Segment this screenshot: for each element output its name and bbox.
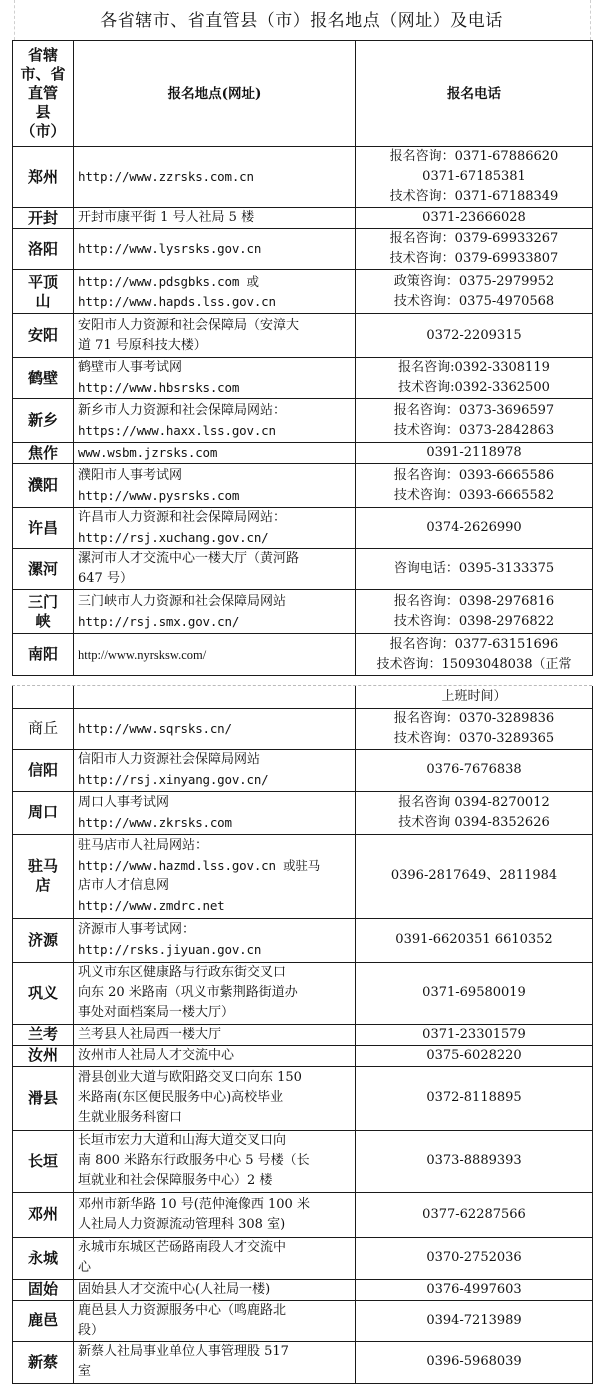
website-link[interactable]: http://www.hbsrsks.com [78, 380, 240, 395]
location-text: 汝州市人社局人才交流中心 [78, 1047, 235, 1063]
city-cell [13, 358, 74, 399]
location-cell [74, 634, 356, 676]
table-row [13, 1192, 593, 1237]
phone-number: 技术咨询：0379-69933807 [389, 251, 559, 266]
city-name: 漯河 [27, 559, 58, 578]
header-city [13, 41, 74, 147]
phone-number: 报名咨询：0393-6665586 [393, 467, 555, 483]
city-name: 邓州 [27, 1205, 58, 1223]
location-cell [74, 314, 356, 358]
website-link[interactable]: http://rsks.jiyuan.gov.cn [78, 942, 262, 957]
phone-number: 0370-2752036 [426, 1250, 522, 1265]
phone-number: 0396-2817649、2811984 [390, 868, 558, 883]
website-link[interactable]: http://www.hazmd.lss.gov.cn 或驻马 [78, 858, 321, 873]
location-text: 新蔡人社局事业单位人事管理股 517 [78, 1344, 289, 1359]
phone-number: 报名咨询 0394-8270012 [398, 794, 550, 810]
city-cell [13, 708, 74, 749]
website-link[interactable]: http://rsj.smx.gov.cn/ [78, 613, 240, 629]
header-city-line: 直管 [27, 84, 58, 102]
website-link[interactable]: http://www.pysrsks.com [78, 487, 240, 503]
continuation-phone: 上班时间） [356, 686, 593, 708]
table-row [13, 208, 593, 229]
city-cell [13, 1024, 74, 1045]
table-row [13, 1300, 593, 1341]
location-text: 信阳市人力资源社会保障局网站 [78, 752, 261, 767]
location-text: 滑县创业大道与欧阳路交叉口向东 150 [78, 1070, 302, 1085]
table-row [13, 962, 593, 1024]
website-link[interactable]: http://rsj.xinyang.gov.cn/ [78, 772, 269, 787]
phone-number: 技术咨询：0398-2976822 [393, 613, 555, 629]
phone-cell [356, 399, 593, 443]
city-name: 焦作 [27, 443, 58, 462]
phone-cell [356, 834, 593, 918]
phone-cell [356, 1045, 593, 1066]
city-cell [13, 399, 74, 443]
website-link[interactable]: www.wsbm.jzrsks.com [78, 445, 218, 460]
location-text: 永城市东城区芒砀路南段人才交流中 [78, 1240, 287, 1255]
location-cell [74, 1045, 356, 1066]
city-cell [13, 1300, 74, 1341]
location-cell [74, 1300, 356, 1341]
location-text: 巩义市东区健康路与行政东街交叉口 [78, 965, 287, 980]
header-city-line: （市） [20, 122, 66, 140]
website-link[interactable]: http://rsj.xuchang.gov.cn/ [78, 530, 269, 545]
continuation-location [74, 686, 356, 708]
location-cell [74, 147, 356, 208]
header-phone: 报名电话 [356, 41, 593, 147]
city-name: 山 [35, 291, 51, 310]
location-text: 长垣市宏力大道和山海大道交叉口向 [78, 1133, 287, 1148]
city-name: 周口 [27, 803, 58, 821]
city-cell [13, 443, 74, 464]
city-cell [13, 464, 74, 508]
location-text: 固始县人才交流中心(人社局一楼) [78, 1281, 271, 1297]
table-row [13, 1341, 593, 1383]
website-link[interactable]: http://www.zkrsks.com [78, 814, 232, 830]
website-link[interactable]: http://www.hapds.lss.gov.cn [78, 293, 276, 309]
city-name: 南阳 [27, 645, 58, 663]
table-row [13, 1237, 593, 1279]
header-city-line: 市、省 [20, 65, 66, 83]
city-name: 安阳 [27, 326, 58, 344]
website-link[interactable]: http://www.pdsgbks.com 或 [78, 273, 259, 289]
city-cell [13, 1066, 74, 1130]
city-name: 固始 [27, 1280, 58, 1298]
table-row [13, 590, 593, 634]
location-cell [74, 749, 356, 791]
phone-number: 0376-7676838 [426, 762, 522, 777]
location-text: 邓州市新华路 10 号(范仲淹像西 100 米 [78, 1196, 310, 1212]
table-header-row [13, 41, 593, 147]
phone-cell [356, 918, 593, 962]
location-cell [74, 918, 356, 962]
table-row [13, 147, 593, 208]
location-cell [74, 1130, 356, 1192]
city-name: 店 [35, 876, 51, 894]
location-text: 人社局人力资源流动管理科 308 室) [78, 1216, 286, 1232]
phone-number: 报名咨询：0398-2976816 [393, 593, 555, 609]
phone-number: 0371-67185381 [422, 169, 526, 184]
city-name: 济源 [27, 930, 58, 949]
phone-number: 技术咨询：0371-67188349 [389, 189, 559, 204]
phone-number: 报名咨询：0371-67886620 [389, 149, 559, 164]
phone-number: 0372-8118895 [426, 1090, 522, 1105]
location-cell [74, 1237, 356, 1279]
phone-cell [356, 358, 593, 399]
city-cell [13, 834, 74, 918]
phone-cell [356, 1066, 593, 1130]
location-text: 向东 20 米路南（巩义市紫荆路街道办 [78, 985, 298, 1000]
city-name: 驻马 [27, 857, 58, 875]
phone-number: 0373-8889393 [426, 1153, 522, 1168]
city-cell [13, 1045, 74, 1066]
phone-cell [356, 590, 593, 634]
table-row [13, 229, 593, 270]
location-cell [74, 443, 356, 464]
city-cell [13, 749, 74, 791]
phone-number: 技术咨询 0394-8352626 [398, 814, 550, 830]
table-row [13, 1130, 593, 1192]
phone-number: 技术咨询：0373-2842863 [393, 422, 555, 438]
city-cell [13, 634, 74, 676]
header-location: 报名地点(网址) [74, 41, 356, 147]
location-cell [74, 590, 356, 634]
location-text: 濮阳市人事考试网 [78, 467, 183, 483]
phone-cell [356, 1237, 593, 1279]
phone-number: 技术咨询：0370-3289365 [393, 730, 555, 746]
location-cell [74, 229, 356, 270]
location-cell [74, 1192, 356, 1237]
table-row [13, 443, 593, 464]
location-cell [74, 791, 356, 834]
continuation-row [13, 686, 593, 708]
header-city-line: 县 [35, 103, 51, 121]
location-text: 段） [78, 1322, 105, 1338]
city-cell [13, 1279, 74, 1300]
location-cell [74, 834, 356, 918]
phone-number: 政策咨询：0375-2979952 [393, 273, 555, 289]
city-name: 新蔡 [27, 1352, 58, 1371]
phone-cell [356, 708, 593, 749]
phone-number: 报名咨询：0377-63151696 [389, 636, 559, 652]
phone-number: 0391-6620351 6610352 [395, 932, 553, 947]
city-cell [13, 962, 74, 1024]
location-cell [74, 464, 356, 508]
city-name: 鹤壁 [27, 368, 58, 387]
city-name: 永城 [27, 1248, 58, 1267]
city-cell [13, 1130, 74, 1192]
website-link[interactable]: http://www.nyrsksw.com/ [78, 647, 207, 662]
location-cell [74, 208, 356, 229]
phone-cell [356, 962, 593, 1024]
phone-cell [356, 314, 593, 358]
city-name: 新乡 [27, 411, 58, 429]
table-row [13, 634, 593, 676]
location-text: 店市人才信息网 [78, 878, 170, 893]
phone-number: 0375-6028220 [426, 1047, 522, 1063]
city-name: 开封 [27, 208, 58, 227]
city-name: 长垣 [27, 1151, 58, 1170]
city-name: 鹿邑 [27, 1311, 58, 1329]
registration-table-part-1 [12, 40, 593, 676]
table-row [13, 1066, 593, 1130]
phone-cell [356, 1279, 593, 1300]
location-cell [74, 270, 356, 314]
city-name: 平顶 [27, 272, 58, 291]
location-text: 鹿邑县人力资源服务中心（鸣鹿路北 [78, 1302, 287, 1318]
phone-number: 报名咨询：0379-69933267 [389, 231, 559, 246]
city-cell [13, 147, 74, 208]
website-link[interactable]: http://www.zmdrc.net [78, 898, 225, 913]
location-cell [74, 358, 356, 399]
phone-number: 0371-23301579 [422, 1026, 526, 1042]
location-text: 事处对面档案局一楼大厅） [78, 1005, 235, 1020]
location-text: 开封市康平街 1 号人社局 5 楼 [78, 210, 255, 225]
phone-cell [356, 1300, 593, 1341]
location-cell [74, 508, 356, 549]
website-link[interactable]: http://www.sqrsks.cn/ [78, 720, 232, 736]
table-row [13, 1279, 593, 1300]
table-row [13, 314, 593, 358]
location-text: 道 71 号原科技大楼） [78, 337, 207, 353]
phone-cell [356, 1024, 593, 1045]
city-name: 许昌 [27, 518, 58, 537]
city-cell [13, 549, 74, 590]
phone-number: 技术咨询：0393-6665582 [393, 487, 555, 503]
phone-cell [356, 549, 593, 590]
phone-cell [356, 1192, 593, 1237]
website-link[interactable]: https://www.haxx.lss.gov.cn [78, 422, 276, 438]
location-cell [74, 549, 356, 590]
phone-number: 0394-7213989 [426, 1312, 522, 1328]
city-name: 峡 [35, 611, 51, 630]
city-name: 信阳 [27, 760, 58, 779]
phone-cell [356, 1341, 593, 1383]
table-row [13, 834, 593, 918]
city-cell [13, 270, 74, 314]
location-text: 安阳市人力资源和社会保障局（安漳大 [78, 317, 300, 333]
phone-number: 0371-69580019 [422, 985, 526, 1000]
location-text: 垣就业和社会保障服务中心）2 楼 [78, 1173, 273, 1188]
location-cell [74, 1341, 356, 1383]
phone-number: 0391-2118978 [426, 445, 522, 460]
city-cell [13, 918, 74, 962]
city-cell [13, 1237, 74, 1279]
table-row [13, 1024, 593, 1045]
phone-number: 技术咨询:0392-3362500 [398, 380, 550, 395]
location-text: 三门峡市人力资源和社会保障局网站 [78, 593, 287, 609]
location-text: 济源市人事考试网： [78, 922, 196, 937]
city-name: 商丘 [27, 719, 58, 737]
location-text: 647 号） [78, 571, 133, 586]
city-name: 濮阳 [27, 476, 58, 494]
city-name: 滑县 [27, 1088, 58, 1107]
location-text: 生就业服务科窗口 [78, 1110, 183, 1125]
phone-number: 报名咨询:0392-3308119 [398, 360, 550, 375]
table-row [13, 791, 593, 834]
phone-cell [356, 208, 593, 229]
city-cell [13, 229, 74, 270]
city-name: 三门 [27, 592, 58, 611]
location-text: 南 800 米路东行政服务中心 5 号楼（长 [78, 1153, 310, 1168]
table-row [13, 918, 593, 962]
website-link[interactable]: http://www.lysrsks.gov.cn [78, 241, 262, 256]
table-row [13, 399, 593, 443]
location-text: 驻马店市人社局网站： [78, 838, 209, 853]
registration-table-part-2 [12, 686, 593, 1384]
location-text: 鹤壁市人事考试网 [78, 360, 183, 375]
phone-number: 技术咨询：0375-4970568 [393, 293, 555, 309]
city-name: 巩义 [27, 983, 58, 1002]
phone-number: 0377-62287566 [422, 1206, 526, 1222]
city-name: 郑州 [27, 167, 58, 186]
city-cell [13, 791, 74, 834]
phone-number: 0376-4997603 [426, 1281, 522, 1297]
city-name: 兰考 [27, 1025, 58, 1043]
phone-cell [356, 508, 593, 549]
phone-cell [356, 749, 593, 791]
document-title: 各省辖市、省直管县（市）报名地点（网址）及电话 [100, 11, 503, 31]
phone-number: 0374-2626990 [426, 520, 522, 535]
phone-cell [356, 229, 593, 270]
phone-number: 报名咨询：0370-3289836 [393, 710, 555, 726]
location-text: 周口人事考试网 [78, 794, 170, 810]
location-cell [74, 1024, 356, 1045]
website-link[interactable]: http://www.zzrsks.com.cn [78, 169, 254, 184]
table-row [13, 708, 593, 749]
location-text: 室 [78, 1364, 92, 1379]
location-text: 兰考县人社局西一楼大厅 [78, 1026, 222, 1042]
city-cell [13, 314, 74, 358]
location-text: 心 [78, 1260, 92, 1275]
phone-number: 报名咨询：0373-3696597 [393, 402, 555, 418]
phone-cell [356, 634, 593, 676]
phone-cell [356, 464, 593, 508]
city-cell [13, 208, 74, 229]
phone-cell [356, 443, 593, 464]
location-cell [74, 708, 356, 749]
table-row [13, 749, 593, 791]
phone-cell [356, 270, 593, 314]
continuation-city [13, 686, 74, 708]
table-row [13, 508, 593, 549]
table-row [13, 358, 593, 399]
phone-number: 0396-5968039 [426, 1354, 522, 1369]
city-cell [13, 508, 74, 549]
table-row [13, 270, 593, 314]
city-cell [13, 1341, 74, 1383]
phone-number: 0371-23666028 [422, 210, 526, 225]
phone-number: 技术咨询：15093048038（正常 [376, 656, 572, 672]
phone-number: 0372-2209315 [426, 327, 522, 343]
table-row [13, 464, 593, 508]
city-cell [13, 590, 74, 634]
location-text: 米路南(东区便民服务中心)高校毕业 [78, 1090, 284, 1105]
phone-cell [356, 1130, 593, 1192]
header-city-line: 省辖 [27, 46, 58, 64]
phone-cell [356, 147, 593, 208]
location-text: 漯河市人才交流中心一楼大厅（黄河路 [78, 551, 300, 566]
location-cell [74, 962, 356, 1024]
table-row [13, 1045, 593, 1066]
phone-number: 咨询电话：0395-3133375 [393, 561, 555, 576]
table-row [13, 549, 593, 590]
location-text: 许昌市人力资源和社会保障局网站： [78, 510, 287, 525]
phone-cell [356, 791, 593, 834]
location-cell [74, 1066, 356, 1130]
city-name: 汝州 [27, 1046, 58, 1064]
location-cell [74, 1279, 356, 1300]
city-name: 洛阳 [27, 239, 58, 258]
city-cell [13, 1192, 74, 1237]
location-cell [74, 399, 356, 443]
location-text: 新乡市人力资源和社会保障局网站： [78, 402, 287, 418]
